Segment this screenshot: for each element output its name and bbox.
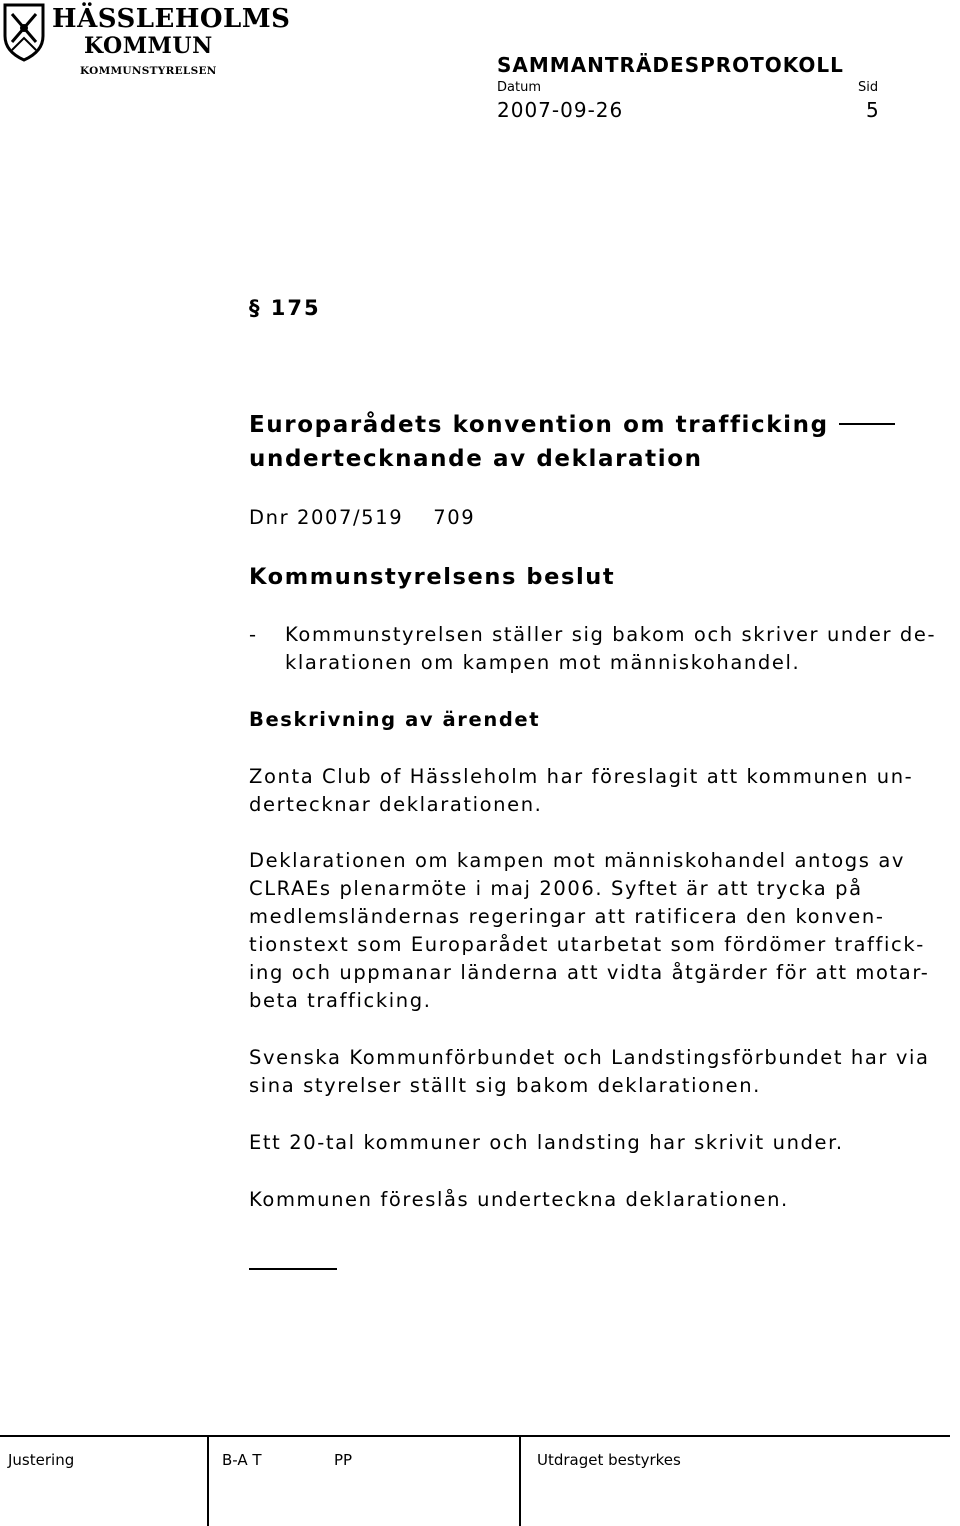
paragraph-2 (249, 847, 960, 1015)
paragraph-line: beta trafficking. (249, 989, 432, 1012)
closing-rule (249, 1268, 337, 1270)
date-label: Datum (497, 80, 541, 95)
paragraph-1 (249, 763, 960, 819)
case-number (249, 504, 960, 532)
paragraph-line: CLRAEs plenarmöte i maj 2006. Syftet är att trycka på (249, 877, 863, 900)
footer-certified: Utdraget bestyrkes (537, 1451, 681, 1469)
page-label: Sid (858, 80, 879, 95)
paragraph-4: Ett 20-tal kommuner och landsting har skrivit under. (249, 1131, 844, 1154)
document-type: SAMMANTRÄDESPROTOKOLL (497, 53, 844, 77)
paragraph-line: medlemsländernas regeringar att ratificera den konven- (249, 905, 885, 928)
bullet-line-1: Kommunstyrelsen ställer sig bakom och skriver under de- (285, 623, 937, 646)
paragraph-line: ing och uppmanar länderna att vidta åtgärder för att motar- (249, 961, 930, 984)
logo-line-2: KOMMUN (84, 33, 213, 59)
decision-heading: Kommunstyrelsens beslut (249, 564, 616, 590)
bullet-dash: - (249, 623, 258, 646)
footer-initials-2: PP (334, 1451, 353, 1469)
footer-divider (207, 1435, 209, 1526)
case-number-label: Dnr 2007/519 (249, 506, 404, 529)
paragraph-line: dertecknar deklarationen. (249, 793, 543, 816)
page-number: 5 (866, 98, 879, 122)
section-title-line-1: Europarådets konvention om trafficking (249, 412, 829, 438)
logo-line-3: KOMMUNSTYRELSEN (80, 65, 217, 77)
paragraph-line: sina styrelser ställt sig bakom deklarationen. (249, 1074, 761, 1097)
section-title-line-2: undertecknande av deklaration (249, 446, 703, 472)
section-title (249, 408, 960, 442)
title-dash (839, 423, 895, 425)
paragraph-5: Kommunen föreslås underteckna deklarationen. (249, 1188, 789, 1211)
footer-divider (519, 1435, 521, 1526)
paragraph-3 (249, 1044, 960, 1100)
bullet-line-2: klarationen om kampen mot människohandel. (285, 651, 801, 674)
municipality-logo (2, 2, 291, 80)
logo-line-1: HÄSSLEHOLMS (52, 4, 291, 34)
coat-of-arms-icon (2, 2, 46, 62)
footer-justering: Justering (8, 1451, 75, 1469)
paragraph-line: Svenska Kommunförbundet och Landstingsförbundet har via (249, 1046, 930, 1069)
paragraph-line: Deklarationen om kampen mot människohandel antogs av (249, 849, 906, 872)
paragraph-line: tionstext som Europarådet utarbetat som fördömer traffick- (249, 933, 925, 956)
paragraph-line: Zonta Club of Hässleholm har föreslagit att kommunen un- (249, 765, 914, 788)
description-heading: Beskrivning av ärendet (249, 708, 541, 731)
footer-rule (0, 1435, 950, 1437)
section-number: § 175 (249, 296, 321, 320)
case-code: 709 (433, 506, 476, 529)
footer-initials-1: B-A T (222, 1451, 262, 1469)
date-value: 2007-09-26 (497, 98, 624, 122)
